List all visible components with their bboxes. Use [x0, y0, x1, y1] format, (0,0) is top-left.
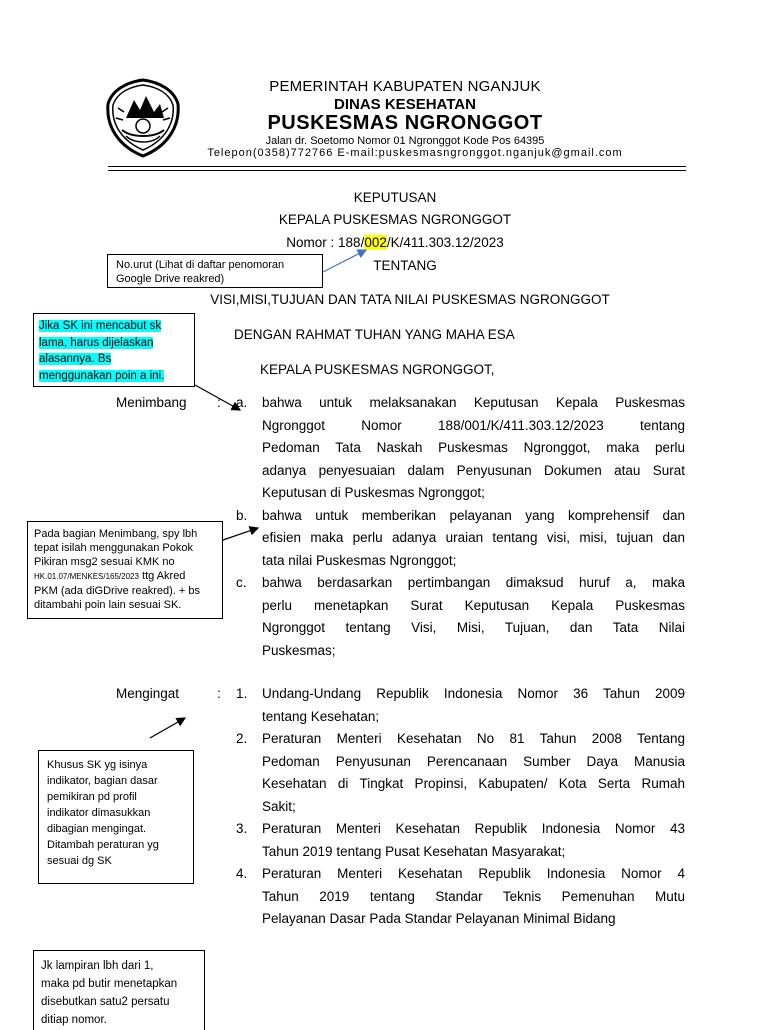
title-nomor: Nomor : 188/002/K/411.303.12/2023 — [286, 235, 504, 250]
mengingat-marker: 3. — [236, 821, 248, 836]
title-subject: VISI,MISI,TUJUAN DAN TATA NILAI PUSKESMAS NGRONGGOT — [210, 292, 610, 307]
menimbang-marker: a. — [236, 395, 248, 410]
menimbang-item-line: Ngronggot Nomor 188/001/K/411.303.12/2023 tentang — [262, 417, 685, 433]
menimbang-item-line: bahwa untuk melaksanakan Keputusan Kepala Puskesmas — [262, 395, 685, 410]
menimbang-marker: b. — [236, 507, 248, 523]
menimbang-item-line: Pedoman Tata Naskah Puskesmas Ngronggot, maka perlu — [262, 440, 685, 455]
mengingat-item-line: Pelayanan Dasar Pada Standar Pelayanan Minimal Bidang — [262, 911, 616, 926]
menimbang-item-line: adanya penyesuaian dalam Penyusunan Dokumen atau Surat — [262, 462, 685, 478]
title-kepala-2: KEPALA PUSKESMAS NGRONGGOT, — [260, 362, 495, 377]
menimbang-item-line: bahwa untuk memberikan pelayanan yang komprehensif dan — [262, 507, 685, 523]
nomor-highlight: 002 — [364, 235, 387, 250]
note-lampiran: Jk lampiran lbh dari 1, maka pd butir menetapkan disebutkan satu2 persatu ditiap nomor. — [33, 950, 205, 1030]
header-government: PEMERINTAH KABUPATEN NGANJUK — [269, 78, 541, 95]
arrow-mengingat — [150, 718, 185, 738]
menimbang-item-line: Ngronggot tentang Visi, Misi, Tujuan, dan Tata Nilai — [262, 620, 685, 635]
title-tentang: TENTANG — [373, 258, 437, 273]
menimbang-item-line: efisien maka perlu adanya uraian tentang visi, misi, tujuan dan — [262, 530, 685, 545]
header-puskesmas: PUSKESMAS NGRONGGOT — [267, 112, 543, 134]
menimbang-colon: : — [217, 395, 221, 410]
title-keputusan: KEPUTUSAN — [353, 190, 437, 205]
menimbang-item-line: tata nilai Puskesmas Ngronggot; — [262, 552, 457, 568]
arrow-nomor — [323, 250, 366, 272]
mengingat-item-line: Peraturan Menteri Kesehatan Republik Indonesia Nomor 43 — [262, 821, 685, 836]
note-nomor-urut: No.urut (Lihat di daftar penomoran Google Drive reakred) — [107, 254, 323, 288]
mengingat-item-line: Sakit; — [262, 798, 296, 814]
menimbang-item-line: Keputusan di Puskesmas Ngronggot; — [262, 485, 485, 500]
mengingat-item-line: Kesehatan di Tingkat Propinsi, Kabupaten/ Kota Serta Rumah — [262, 776, 685, 791]
mengingat-item-line: Tahun 2019 tentang Pusat Kesehatan Masyarakat; — [262, 843, 566, 859]
note-cabut-sk: Jika SK ini mencabut sk lama, harus dijelaskan alasannya. Bs menggunakan poin a ini. — [33, 313, 195, 387]
mengingat-label: Mengingat — [116, 686, 180, 701]
mengingat-marker: 2. — [236, 731, 248, 746]
arrow-cabut — [195, 385, 240, 410]
mengingat-item-line: tentang Kesehatan; — [262, 708, 380, 724]
mengingat-marker: 4. — [236, 866, 248, 881]
note-khusus-indikator: Khusus SK yg isinya indikator, bagian dasar pemikiran pd profil indikator dimasukkan dibagian mengingat. Ditambah peraturan yg sesuai dg SK — [38, 750, 194, 884]
mengingat-item-line: Peraturan Menteri Kesehatan No 81 Tahun 2008 Tentang — [262, 731, 685, 746]
menimbang-item-line: perlu menetapkan Surat Keputusan Kepala Puskesmas — [262, 597, 685, 613]
mengingat-marker: 1. — [236, 686, 248, 701]
arrow-menimbang — [223, 528, 258, 540]
mengingat-item-line: Tahun 2019 tentang Standar Teknis Pemenuhan Mutu — [262, 888, 685, 904]
title-rahmat: DENGAN RAHMAT TUHAN YANG MAHA ESA — [234, 327, 515, 342]
header-contact: Telepon(0358)772766 E-mail:puskesmasngronggot.nganjuk@gmail.com — [207, 147, 623, 159]
title-kepala: KEPALA PUSKESMAS NGRONGGOT — [278, 212, 512, 227]
mengingat-item-line: Pedoman Penyusunan Perencanaan Sumber Daya Manusia — [262, 753, 685, 769]
menimbang-item-line: bahwa berdasarkan pertimbangan dimaksud huruf a, maka — [262, 575, 685, 590]
mengingat-item-line: Undang-Undang Republik Indonesia Nomor 36 Tahun 2009 — [262, 686, 685, 701]
menimbang-item-line: Puskesmas; — [262, 642, 336, 658]
menimbang-marker: c. — [236, 575, 247, 590]
header-address: Jalan dr. Soetomo Nomor 01 Ngronggot Kode Pos 64395 — [265, 135, 545, 147]
mengingat-item-line: Peraturan Menteri Kesehatan Republik Indonesia Nomor 4 — [262, 866, 685, 881]
header-dinas: DINAS KESEHATAN — [334, 96, 476, 113]
mengingat-colon: : — [217, 686, 221, 701]
note-menimbang: Pada bagian Menimbang, spy lbh tepat isilah menggunakan Pokok Pikiran msg2 sesuai KMK no HK.01.07/MENKES/165/2023 ttg Akred PKM (ada diGDrive reakred). + bs ditambahi poin lain sesuai SK. — [27, 521, 223, 619]
menimbang-label: Menimbang — [116, 395, 187, 410]
